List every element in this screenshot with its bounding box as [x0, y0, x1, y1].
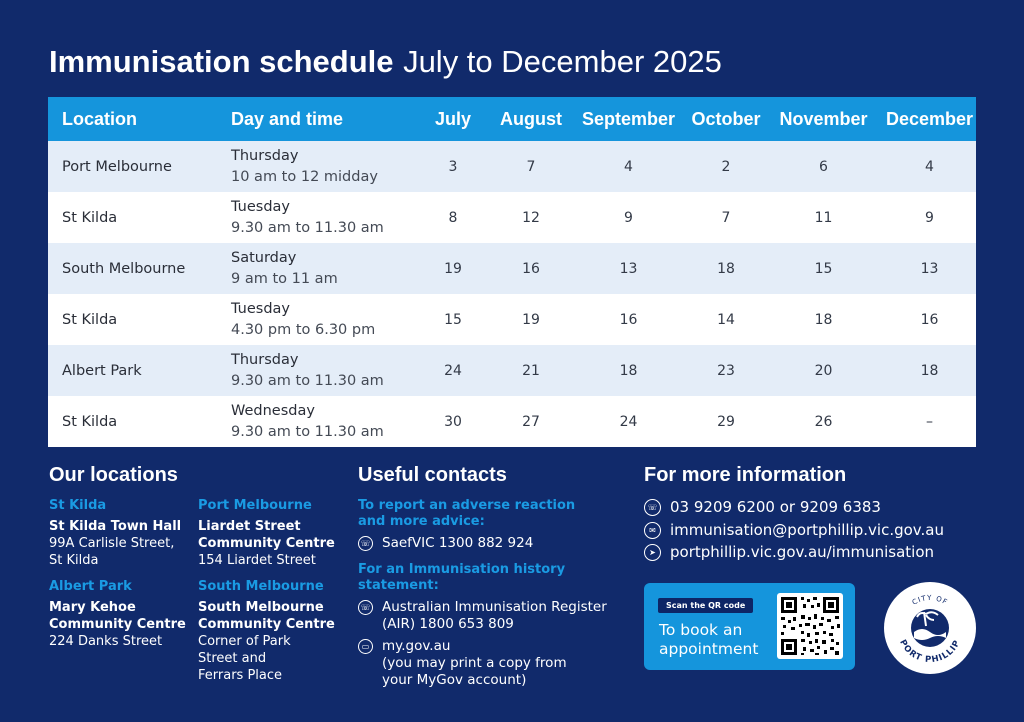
date-cell: 19 — [413, 243, 493, 294]
location-address: St Kilda — [49, 553, 99, 568]
saefvic-text: SaefVIC 1300 882 924 — [382, 535, 534, 551]
computer-icon: ▭ — [358, 639, 373, 654]
date-cell: 4 — [569, 141, 688, 192]
day-time-cell — [231, 396, 413, 447]
date-cell: 21 — [493, 345, 569, 396]
phone-text[interactable]: 03 9209 6200 or 9209 6383 — [670, 498, 881, 516]
mygov-note: (you may print a copy from — [382, 655, 567, 671]
location-block-port-melbourne — [198, 497, 335, 569]
title-light: July to December 2025 — [403, 44, 722, 79]
location-cell: St Kilda — [48, 396, 231, 447]
date-cell: 2 — [688, 141, 764, 192]
page-title — [49, 44, 722, 80]
date-cell: 23 — [688, 345, 764, 396]
location-block-south-melbourne — [198, 578, 335, 684]
qr-line: appointment — [659, 640, 759, 658]
location-suburb: St Kilda — [49, 498, 107, 513]
date-cell: 18 — [764, 294, 883, 345]
mygov-contact — [358, 638, 567, 689]
location-cell: Albert Park — [48, 345, 231, 396]
air-text — [382, 599, 607, 633]
info-phone — [644, 498, 881, 516]
locations-heading: Our locations — [49, 464, 178, 486]
location-block-st-kilda — [49, 497, 181, 569]
date-cell: 13 — [569, 243, 688, 294]
table-row — [48, 141, 976, 192]
date-cell: 24 — [569, 396, 688, 447]
date-cell: 4 — [883, 141, 976, 192]
location-venue: Mary Kehoe — [49, 600, 136, 615]
table-row — [48, 243, 976, 294]
location-address: Ferrars Place — [198, 668, 283, 683]
date-cell: 15 — [764, 243, 883, 294]
mygov-link[interactable]: my.gov.au — [382, 638, 451, 654]
time-text: 9.30 am to 11.30 am — [231, 372, 384, 389]
column-header-september: September — [569, 97, 688, 141]
day-text: Thursday — [231, 351, 299, 368]
air-line: Australian Immunisation Register — [382, 599, 607, 615]
city-of-port-phillip-logo — [884, 582, 976, 674]
history-subheading — [358, 562, 565, 594]
date-cell: 7 — [493, 141, 569, 192]
day-time-cell — [231, 192, 413, 243]
date-cell: 14 — [688, 294, 764, 345]
date-cell: 15 — [413, 294, 493, 345]
title-bold: Immunisation schedule — [49, 44, 394, 79]
location-address: Corner of Park — [198, 634, 291, 649]
air-line: (AIR) 1800 653 809 — [382, 616, 514, 632]
time-text: 9 am to 11 am — [231, 270, 338, 287]
day-time-cell — [231, 345, 413, 396]
time-text: 9.30 am to 11.30 am — [231, 423, 384, 440]
location-address: 224 Danks Street — [49, 634, 163, 649]
table-row — [48, 345, 976, 396]
date-cell: 18 — [569, 345, 688, 396]
subheading-line: statement: — [358, 578, 439, 593]
day-text: Thursday — [231, 147, 299, 164]
date-cell: 26 — [764, 396, 883, 447]
date-cell: 7 — [688, 192, 764, 243]
saefvic-contact — [358, 535, 533, 552]
info-heading: For more information — [644, 464, 847, 486]
date-cell: 29 — [688, 396, 764, 447]
date-cell: 8 — [413, 192, 493, 243]
day-text: Saturday — [231, 249, 297, 266]
column-header-december: December — [883, 97, 976, 141]
location-suburb: Albert Park — [49, 579, 132, 594]
column-header-november: November — [764, 97, 883, 141]
location-cell: St Kilda — [48, 294, 231, 345]
subheading-line: For an Immunisation history — [358, 562, 566, 577]
date-cell: 9 — [883, 192, 976, 243]
qr-tag: Scan the QR code — [658, 598, 753, 613]
date-cell: – — [883, 396, 976, 447]
date-cell: 16 — [493, 243, 569, 294]
column-header-day-time: Day and time — [231, 97, 413, 141]
adverse-reaction-subheading — [358, 498, 575, 530]
location-address: 99A Carlisle Street, — [49, 536, 175, 551]
date-cell: 6 — [764, 141, 883, 192]
day-text: Tuesday — [231, 198, 290, 215]
phone-icon: ☏ — [358, 600, 373, 615]
phone-icon: ☏ — [358, 536, 373, 551]
location-address: 154 Liardet Street — [198, 553, 316, 568]
location-address: Street and — [198, 651, 267, 666]
svg-text:CITY OF — [911, 594, 949, 607]
table-header-row — [48, 97, 976, 141]
date-cell: 24 — [413, 345, 493, 396]
date-cell: 16 — [569, 294, 688, 345]
qr-booking-box[interactable] — [644, 583, 855, 670]
qr-line: To book an — [659, 621, 743, 639]
date-cell: 11 — [764, 192, 883, 243]
mygov-text — [382, 638, 567, 689]
contacts-heading: Useful contacts — [358, 464, 507, 486]
info-web — [644, 543, 934, 561]
day-time-cell — [231, 141, 413, 192]
qr-text — [659, 621, 758, 659]
column-header-august: August — [493, 97, 569, 141]
location-cell: St Kilda — [48, 192, 231, 243]
time-text: 9.30 am to 11.30 am — [231, 219, 384, 236]
date-cell: 18 — [883, 345, 976, 396]
info-email — [644, 521, 944, 539]
subheading-line: and more advice: — [358, 514, 485, 529]
day-text: Tuesday — [231, 300, 290, 317]
qr-code-icon[interactable] — [777, 593, 843, 659]
date-cell: 16 — [883, 294, 976, 345]
day-time-cell — [231, 294, 413, 345]
location-venue: Liardet Street — [198, 519, 301, 534]
column-header-july: July — [413, 97, 493, 141]
table-row — [48, 396, 976, 447]
schedule-table — [48, 97, 976, 447]
phone-icon: ☏ — [644, 499, 661, 516]
date-cell: 18 — [688, 243, 764, 294]
date-cell: 13 — [883, 243, 976, 294]
email-link[interactable]: immunisation@portphillip.vic.gov.au — [670, 521, 944, 539]
location-suburb: South Melbourne — [198, 579, 324, 594]
web-link[interactable]: portphillip.vic.gov.au/immunisation — [670, 543, 935, 561]
location-suburb: Port Melbourne — [198, 498, 312, 513]
location-cell: Port Melbourne — [48, 141, 231, 192]
table-row — [48, 192, 976, 243]
date-cell: 3 — [413, 141, 493, 192]
date-cell: 9 — [569, 192, 688, 243]
location-venue: Community Centre — [198, 536, 335, 551]
column-header-location: Location — [48, 97, 231, 141]
air-contact — [358, 599, 607, 633]
location-cell: South Melbourne — [48, 243, 231, 294]
logo-text-top: CITY OF — [910, 593, 950, 607]
table-row — [48, 294, 976, 345]
date-cell: 20 — [764, 345, 883, 396]
date-cell: 27 — [493, 396, 569, 447]
column-header-october: October — [688, 97, 764, 141]
email-icon: ✉ — [644, 522, 661, 539]
mygov-note: your MyGov account) — [382, 672, 527, 688]
day-time-cell — [231, 243, 413, 294]
cursor-icon: ➤ — [644, 544, 661, 561]
day-text: Wednesday — [231, 402, 315, 419]
time-text: 4.30 pm to 6.30 pm — [231, 321, 376, 338]
date-cell: 12 — [493, 192, 569, 243]
date-cell: 19 — [493, 294, 569, 345]
location-venue: South Melbourne — [198, 600, 324, 615]
logo-text-bottom: PORT PHILLIP — [897, 638, 963, 666]
date-cell: 30 — [413, 396, 493, 447]
subheading-line: To report an adverse reaction — [358, 498, 576, 513]
location-venue: St Kilda Town Hall — [49, 519, 182, 534]
time-text: 10 am to 12 midday — [231, 168, 378, 185]
location-venue: Community Centre — [198, 617, 335, 632]
location-venue: Community Centre — [49, 617, 186, 632]
location-block-albert-park — [49, 578, 186, 650]
